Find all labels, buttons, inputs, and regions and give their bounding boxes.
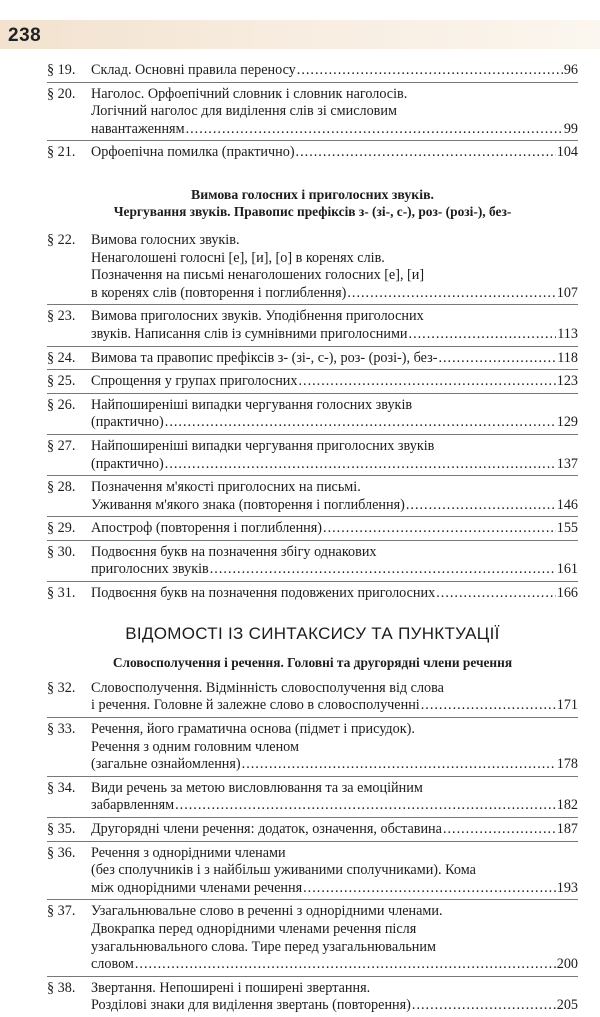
entry-page: 193 bbox=[556, 879, 578, 896]
entry-divider bbox=[47, 581, 578, 582]
entry-title-line: (загальне ознайомлення) bbox=[91, 756, 241, 773]
entry-number: § 37. bbox=[47, 903, 76, 920]
entry-title-line: Апостроф (повторення і поглиблення) bbox=[91, 520, 323, 537]
entry-divider bbox=[47, 434, 578, 435]
entry-page: 200 bbox=[556, 956, 578, 973]
entry-title-line: Логічний наголос для виділення слів зі смисловим bbox=[91, 103, 397, 120]
section-heading-line: Вимова голосних і приголосних звуків. bbox=[191, 186, 434, 202]
entry-number: § 29. bbox=[47, 520, 76, 537]
toc-entry[interactable] bbox=[47, 821, 578, 839]
toc-entry[interactable] bbox=[47, 85, 578, 139]
entry-title-line: (практично) bbox=[91, 414, 164, 431]
entry-divider bbox=[47, 516, 578, 517]
entry-title-line: Узагальнювальне слово в реченні з однорідними членами. bbox=[91, 903, 443, 920]
toc-entry[interactable] bbox=[47, 679, 578, 715]
toc-group-phonetics bbox=[47, 62, 578, 162]
toc-entry[interactable] bbox=[47, 979, 578, 1015]
dot-leader bbox=[323, 520, 556, 538]
section-heading bbox=[47, 186, 578, 220]
entry-title-line: Позначення на письмі ненаголошених голосних [е], [и] bbox=[91, 267, 425, 284]
dot-leader bbox=[297, 62, 563, 80]
entry-title-line: узагальнювального слова. Тире перед узагальнювальним bbox=[91, 938, 436, 955]
dot-leader bbox=[443, 821, 556, 839]
dot-leader bbox=[412, 997, 556, 1015]
entry-page: 171 bbox=[556, 697, 578, 714]
entry-number: § 23. bbox=[47, 308, 76, 325]
entry-divider bbox=[47, 369, 578, 370]
dot-leader bbox=[242, 756, 556, 774]
entry-number: § 30. bbox=[47, 543, 76, 560]
entry-page: 146 bbox=[556, 496, 578, 513]
entry-page: 205 bbox=[556, 997, 578, 1014]
entry-title-line: Подвоєння букв на позначення подовжених приголосних bbox=[91, 585, 436, 602]
entry-title-line: Наголос. Орфоепічний словник і словник наголосів. bbox=[91, 85, 408, 102]
entry-title-line: Ненаголошені голосні [е], [и], [о] в коренях слів. bbox=[91, 249, 385, 266]
toc-entry[interactable] bbox=[47, 308, 578, 343]
entry-number: § 35. bbox=[47, 821, 76, 837]
table-of-contents bbox=[47, 62, 578, 1017]
entry-title-line: Вимова приголосних звуків. Уподібнення приголосних bbox=[91, 308, 424, 325]
dot-leader bbox=[406, 497, 556, 515]
entry-number: § 36. bbox=[47, 844, 76, 861]
dot-leader bbox=[421, 697, 556, 715]
entry-title-line: Подвоєння букв на позначення збігу однакових bbox=[91, 543, 377, 560]
entry-divider bbox=[47, 841, 578, 842]
entry-page: 123 bbox=[556, 373, 578, 390]
entry-number: § 22. bbox=[47, 231, 76, 248]
dot-leader bbox=[438, 350, 556, 368]
entry-page: 182 bbox=[556, 797, 578, 814]
dot-leader bbox=[210, 561, 556, 579]
entry-divider bbox=[47, 976, 578, 977]
entry-title-line: між однорідними членами речення bbox=[91, 879, 303, 896]
entry-title-line: Речення з одним головним членом bbox=[91, 738, 299, 755]
entry-title-line: Звертання. Непоширені і поширені звертання. bbox=[91, 979, 371, 996]
toc-entry[interactable] bbox=[47, 543, 578, 579]
page-header-band bbox=[0, 20, 600, 49]
dot-leader bbox=[409, 326, 557, 344]
entry-number: § 24. bbox=[47, 349, 76, 366]
entry-divider bbox=[47, 899, 578, 900]
major-heading: ВІДОМОСТІ ІЗ СИНТАКСИСУ ТА ПУНКТУАЦІЇ bbox=[125, 623, 500, 643]
entry-divider bbox=[47, 540, 578, 541]
entry-divider bbox=[47, 393, 578, 394]
entry-title-line: (без сполучників і з найбільш уживаними сполучниками). Кома bbox=[91, 862, 476, 879]
entry-divider bbox=[47, 475, 578, 476]
entry-number: § 34. bbox=[47, 779, 76, 796]
entry-page: 99 bbox=[563, 120, 578, 137]
dot-leader bbox=[165, 456, 556, 474]
toc-entry[interactable] bbox=[47, 903, 578, 973]
entry-title-line: Вимова та правопис префіксів з- (зі-, с-), роз- (розі-), без- bbox=[91, 349, 438, 366]
toc-entry[interactable] bbox=[47, 585, 578, 603]
entry-page: 104 bbox=[556, 144, 578, 161]
entry-title-line: Вимова голосних звуків. bbox=[91, 231, 240, 248]
entry-page: 118 bbox=[557, 349, 578, 366]
entry-title-line: навантаженням bbox=[91, 120, 185, 137]
entry-number: § 21. bbox=[47, 144, 76, 161]
dot-leader bbox=[298, 373, 555, 391]
entry-divider bbox=[47, 140, 578, 141]
entry-page: 137 bbox=[556, 455, 578, 472]
entry-page: 129 bbox=[556, 414, 578, 431]
entry-page: 96 bbox=[563, 62, 578, 78]
dot-leader bbox=[135, 956, 556, 974]
page-number: 238 bbox=[8, 25, 42, 46]
entry-divider bbox=[47, 346, 578, 347]
entry-title-line: Найпоширеніші випадки чергування приголосних звуків bbox=[91, 437, 435, 454]
entry-title-line: Речення з однорідними членами bbox=[91, 844, 286, 861]
toc-group-syntax bbox=[47, 679, 578, 1015]
entry-title-line: Другорядні члени речення: додаток, означення, обставина bbox=[91, 821, 442, 837]
entry-page: 155 bbox=[556, 520, 578, 537]
entry-title-line: Орфоепічна помилка (практично) bbox=[91, 144, 295, 161]
dot-leader bbox=[436, 585, 556, 603]
dot-leader bbox=[303, 880, 556, 898]
toc-entry[interactable] bbox=[47, 437, 578, 473]
entry-number: § 25. bbox=[47, 373, 76, 390]
dot-leader bbox=[296, 144, 556, 162]
entry-divider bbox=[47, 776, 578, 777]
entry-number: § 27. bbox=[47, 437, 76, 454]
entry-title-line: в коренях слів (повторення і поглиблення) bbox=[91, 284, 347, 301]
entry-page: 187 bbox=[556, 821, 578, 837]
entry-number: § 19. bbox=[47, 62, 76, 78]
entry-title-line: Спрощення у групах приголосних bbox=[91, 373, 298, 390]
sub-heading: Словосполучення і речення. Головні та другорядні члени речення bbox=[112, 655, 513, 671]
entry-title-line: звуків. Написання слів із сумнівними приголосними bbox=[91, 325, 408, 342]
dot-leader bbox=[186, 121, 563, 139]
entry-number: § 20. bbox=[47, 85, 76, 102]
dot-leader bbox=[165, 414, 556, 432]
entry-number: § 33. bbox=[47, 721, 76, 738]
entry-number: § 31. bbox=[47, 585, 76, 602]
entry-title-line: Двокрапка перед однорідними членами речення після bbox=[91, 920, 417, 937]
toc-group-sounds bbox=[47, 231, 578, 603]
entry-divider bbox=[47, 304, 578, 305]
entry-title-line: словом bbox=[91, 956, 134, 973]
toc-entry[interactable] bbox=[47, 779, 578, 815]
entry-title-line: Уживання м'якого знака (повторення і поглиблення) bbox=[91, 496, 405, 513]
entry-title-line: Види речень за метою висловлювання та за емоційним bbox=[91, 779, 423, 796]
toc-entry[interactable] bbox=[47, 844, 578, 898]
toc-entry[interactable] bbox=[47, 721, 578, 774]
entry-title-line: Найпоширеніші випадки чергування голосних звуків bbox=[91, 396, 413, 413]
toc-entry[interactable] bbox=[47, 373, 578, 391]
entry-page: 166 bbox=[556, 585, 578, 602]
entry-title-line: Склад. Основні правила переносу bbox=[91, 62, 296, 78]
entry-divider bbox=[47, 817, 578, 818]
entry-page: 161 bbox=[556, 561, 578, 578]
toc-entry[interactable] bbox=[47, 144, 578, 162]
entry-page: 178 bbox=[556, 756, 578, 773]
entry-page: 113 bbox=[557, 325, 578, 342]
entry-number: § 32. bbox=[47, 679, 76, 696]
section-heading-line: Чергування звуків. Правопис префіксів з- (зі-, с-), роз- (розі-), без- bbox=[113, 203, 512, 219]
entry-title-line: Позначення м'якості приголосних на письмі. bbox=[91, 479, 361, 496]
toc-entry[interactable] bbox=[47, 396, 578, 432]
toc-entry[interactable] bbox=[47, 62, 578, 80]
dot-leader bbox=[347, 285, 555, 303]
entry-page: 107 bbox=[556, 284, 578, 301]
toc-entry[interactable] bbox=[47, 479, 578, 514]
entry-number: § 26. bbox=[47, 396, 76, 413]
dot-leader bbox=[175, 797, 556, 815]
entry-number: § 38. bbox=[47, 979, 76, 996]
entry-title-line: Словосполучення. Відмінність словосполучення від слова bbox=[91, 679, 444, 696]
entry-title-line: (практично) bbox=[91, 455, 164, 472]
entry-title-line: забарвленням bbox=[91, 797, 175, 814]
entry-divider bbox=[47, 82, 578, 83]
entry-title-line: Речення, його граматична основа (підмет і присудок). bbox=[91, 721, 415, 738]
entry-title-line: і речення. Головне й залежне слово в словосполученні bbox=[91, 697, 420, 714]
entry-number: § 28. bbox=[47, 479, 76, 496]
entry-divider bbox=[47, 717, 578, 718]
entry-title-line: Розділові знаки для виділення звертань (повторення) bbox=[91, 997, 411, 1014]
toc-entry[interactable] bbox=[47, 349, 578, 368]
toc-entry[interactable] bbox=[47, 231, 578, 302]
toc-entry[interactable] bbox=[47, 520, 578, 538]
entry-title-line: приголосних звуків bbox=[91, 561, 209, 578]
